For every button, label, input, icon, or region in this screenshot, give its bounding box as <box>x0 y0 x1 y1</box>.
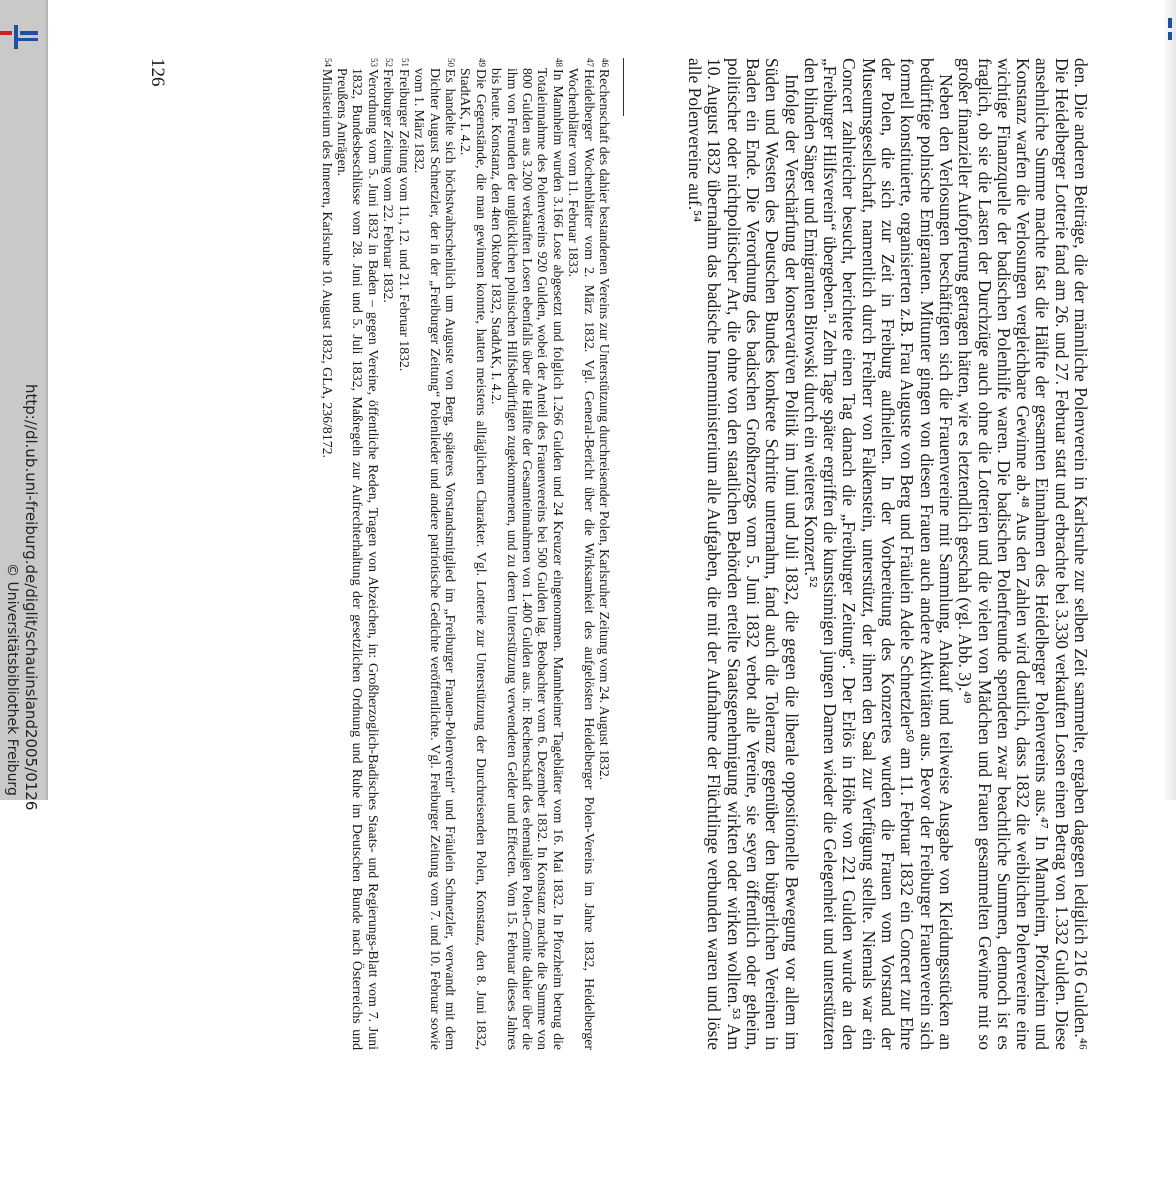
footnote-number: 53 <box>368 58 379 67</box>
footnote-number: 51 <box>399 58 410 67</box>
footnote <box>566 58 597 1050</box>
footnote-number: 49 <box>476 58 487 67</box>
footnote-text: In Mannheim wurden 3.166 Lose abgesetzt und folglich 1.266 Gulden und 24 Kreuzer eingenommen. Mannheimer Tageblätter vom 16. Mai 1832. In Pforzheim betrug die Totaleinnahme des Polenvereins 920 Gulden, wobei der Anteil des Frauenvereins bei 500 Gulden lag. Beobachter vom 6. Dezember 1832. In Konstanz machte die Summe von 800 Gulden aus 3.200 verkauften Losen ebenfalls über die Hälfte der Gesamteinnahmen von 1.400 Gulden aus. in: Rechenschaft des ehemaligen Polen-Comite dahier über die ihm von Freunden der unglücklichen polnischen Hilfsbedürftigen zugekommenen, und zu deren Unterstützung verwendeten Gelder und Effecten. Vom 15. Februar dieses Jahres bis heute. Konstanz, den 4ten Oktober 1832, StadtAK, I. 4.2. <box>489 68 566 1050</box>
scanned-page <box>40 48 1090 1196</box>
footnote-number: 52 <box>384 58 395 67</box>
body-text <box>685 58 1090 1050</box>
footnote-number: 48 <box>553 58 564 67</box>
footnote-text: Es handelte sich höchstwahrscheinlich um Auguste von Berg, späteres Vorstandsmitglied im „Freiburger Frauen-Polenverein“ und Fräulein Schnetzler, verwandt mit dem Dichter August Schnetzler, der in der „Freiburger Zeitung“ Polenlieder und andere patriotische Gedichte veröffentlichte. Vgl. Freiburger Zeitung vom 7. und 10. Februar sowie vom 1. März 1832. <box>412 68 458 1050</box>
edge-marker-icon <box>1168 18 1172 28</box>
footnote <box>597 58 612 1050</box>
library-credit: © Universitätsbibliothek Freiburg <box>4 563 20 796</box>
footnote-text: Freiburger Zeitung vom 22. Februar 1832. <box>381 69 397 303</box>
footnote <box>396 58 411 1050</box>
footnote <box>381 58 396 1050</box>
footnote-number: 46 <box>600 58 610 67</box>
footnote <box>489 58 566 1050</box>
paragraph: Infolge der Verschärfung der konservativen Politik im Juni und Juli 1832, die gegen die liberale oppositionelle Bewegung vor allem im Süden und Westen des Deutschen Bundes konkrete Schritte unternahm, fand auch die Toleranz gegenüber den bürgerlichen Vereinen in Baden ein Ende. Die Verordnung des badischen Großherzogs vom 5. Juni 1832 verbot alle Vereine, sie seyen öffentlich oder geheim, politischer oder nichtpolitischer Art, die ohne von den staatlichen Behörden erteilte Staatsgenehmigung wirkten oder wirken wollten.⁵³ Am 10. August 1832 übernahm das badische Innenministerium alle Aufgaben, die mit der Aufnahme der Flüchtlinge verbunden waren und löste alle Polenvereine auf.⁵⁴ <box>685 58 802 1050</box>
footnote <box>458 58 489 1050</box>
footnote-text: Freiburger Zeitung vom 11., 12. und 21. Februar 1832. <box>396 69 412 372</box>
footnote-text: Ministerium des Inneren, Karlsruhe 10. August 1832, GLA, 236/8172. <box>319 69 335 458</box>
footnote-text: Heidelberger Wochenblätter vom 2. März 1832. Vgl. General-Bericht über die Wirksamkeit des aufgelösten Heidelberger Polen-Vereins im Jahre 1832, Heidelberger Wochenblätter vom 11. Februar 1833. <box>566 68 597 1050</box>
footnote-number: 54 <box>322 58 333 67</box>
edge-marker-icon <box>1168 32 1172 40</box>
footnote-text: Verordnung vom 5. Juni 1832 in Baden – gegen Vereine, öffentliche Reden, Tragen von Abzeichen, in: Großherzoglich-Badisches Staats- und Regierungs-Blatt vom 7. Juni 1832, Bundesbeschlüsse vom 28. Juni und 5. Juli 1832, Maßregeln zur Aufrechterhaltung der gesetzlichen Ordnung und Ruhe im Deutschen Bunde nach Österreichs und Preußens Anträgen. <box>335 68 381 1050</box>
paragraph: Neben den Verlosungen beschäftigten sich die Frauenvereine mit Sammlung, Ankauf und teilweise Ausgabe von Kleidungsstücken an bedürftige polnische Emigranten. Mitunter gingen von diesen Frauen auch andere Aktivitäten aus. Bevor der Freiburger Frauenverein sich formell konstituierte, organisierten z.B. Frau Auguste von Berg und Fräulein Adele Schnetzler⁵⁰ am 11. Februar 1832 ein Concert zur Ehre der Polen, die sich zur Zeit in Freiburg aufhielten. In der Vorbereitung des Konzertes wurden die Frauen vom Vorstand der Museumsgesellschaft, namentlich durch Freiherr von Falkenstein, unterstützt, der ihnen den Saal zur Verfügung stellte. Niemals war ein Concert zahlreicher besucht, berichtete einen Tag danach die „Freiburger Zeitung“. Der Erlös in Höhe von 221 Gulden wurde an den „Freiburger Hilfsverein“ übergeben.⁵¹ Zehn Tage später ergriffen die kunstsinnigen jungen Damen wieder die Gelegenheit und unterstützten den blinden Sänger und Emigranten Birowski durch ein weiteres Konzert.⁵² <box>800 58 956 1050</box>
footnotes <box>319 58 612 1050</box>
footnote-text: Die Gegenstände, die man gewinnen konnte, hatten meistens alltäglichen Charakter. Vgl. Lotterie zur Unterstützung der Durchreisenden Polen, Konstanz, den 8. Juni 1832, StadtAK, I. 4.2. <box>458 68 489 1050</box>
footnote-number: 50 <box>445 58 456 67</box>
page-number: 126 <box>147 58 168 87</box>
footnote-rule <box>623 58 624 116</box>
footnote <box>335 58 381 1050</box>
footnote-text: Rechenschaft des dahier bestandenen Vereins zur Unterstützung durchreisender Polen, Karlsruher Zeitung vom 24. August 1832. <box>597 69 612 781</box>
footnote <box>319 58 334 1050</box>
footnote <box>412 58 458 1050</box>
paragraph: den. Die anderen Beiträge, die der männliche Polenverein in Karlsruhe zur selben Zeit sammelte, ergaben dagegen lediglich 216 Gulden.⁴⁶ Die Heidelberger Lotterie fand am 26. und 27. Februar statt und erbrachte bei 3.330 verkauften Losen einen Betrag von 1.332 Gulden. Diese ansehnliche Summe machte fast die Hälfte der gesamten Einnahmen des Heidelberger Polenvereins aus.⁴⁷ In Mannheim, Pforzheim und Konstanz warfen die Verlosungen vergleichbare Gewinne ab.⁴⁸ Aus den Zahlen wird deutlich, dass 1832 die weiblichen Polenvereine eine wichtige Finanzquelle der badischen Polenhilfe waren. Die badischen Polenfreunde spendeten zwar beachtliche Summen, dennoch ist es fraglich, ob sie die Lasten der Durchzüge auch ohne die Lotterien und die vielen von Mädchen und Frauen gesammelten Gewinne mit so großer finanzieller Aufopferung getragen hätten, wie es letztendlich geschah (vgl. Abb. 3).⁴⁹ <box>955 58 1091 1050</box>
page-edge <box>1162 0 1176 800</box>
footnote-number: 47 <box>584 58 595 67</box>
document-url[interactable]: http://dl.ub.uni-freiburg.de/diglit/schauinsland2005/0126 <box>22 384 40 811</box>
